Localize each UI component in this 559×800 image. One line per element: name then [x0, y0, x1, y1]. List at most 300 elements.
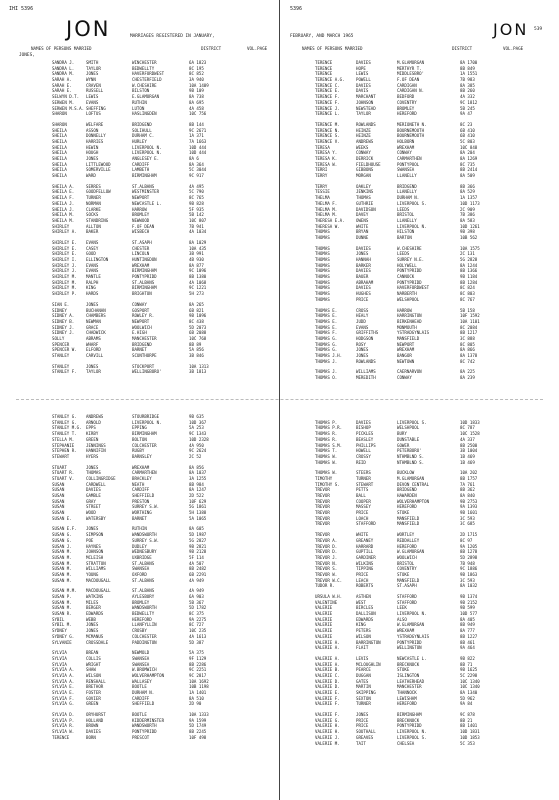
spouse-surname: COLLINGRIDGE — [86, 475, 116, 481]
vol-page: 2D 1715 — [460, 532, 478, 538]
vol-page: 8A 1247 — [189, 487, 207, 493]
spouse-surname: NEWMAN — [86, 318, 101, 324]
district: NEATH — [132, 481, 145, 487]
vol-page: 7A 761 — [460, 481, 475, 487]
vol-page: 8A 510 — [189, 695, 204, 701]
spouse-surname: CHAMBERS — [86, 313, 106, 319]
district: MANCHESTER — [397, 684, 422, 690]
vol-page: 5F 935 — [189, 206, 204, 212]
spouse-surname: MARCHANT — [356, 94, 376, 100]
vol-page: 8A 265 — [189, 301, 204, 307]
spouse-surname: COLLIS — [86, 655, 101, 661]
given-name: TERESA Y. — [315, 150, 338, 156]
vol-page: 6B 2291 — [189, 571, 207, 577]
vol-page: 10A 1575 — [460, 245, 480, 251]
given-name: SPENCER W. — [52, 347, 77, 353]
spouse-surname: MCLEISH — [86, 554, 104, 560]
spouse-surname: JONES — [86, 301, 99, 307]
district: CANNOCK — [397, 274, 415, 280]
district: MANSFIELD — [397, 335, 420, 341]
spouse-surname: THOMAS — [86, 470, 101, 476]
given-name: SYLVIA E. — [52, 690, 75, 695]
vol-page: 5C 3044 — [189, 167, 207, 173]
right-entries — [290, 60, 545, 751]
vol-page: 4A 458 — [189, 105, 204, 111]
district: NARBERTH — [397, 291, 417, 297]
spouse-surname: TURNER — [356, 475, 371, 481]
vol-page: 10C 235 — [189, 628, 207, 634]
given-name: THOMAS R. — [315, 436, 338, 442]
left-entries — [27, 60, 277, 746]
vol-page: 3B 1813 — [189, 369, 207, 375]
given-name: THOMAS — [315, 245, 330, 251]
spouse-surname: GIBBONS — [356, 167, 374, 173]
spouse-surname: JONES — [86, 464, 99, 470]
spouse-surname: CROSSY — [356, 453, 371, 459]
spouse-surname: HANNAH — [356, 257, 371, 262]
vol-page: 10D 444 — [189, 150, 207, 156]
vol-page: 9B 109 — [189, 88, 204, 94]
district: BRISTOL — [397, 560, 415, 566]
given-name: SUSAN M. — [52, 599, 72, 605]
spouse-surname: REID — [356, 459, 366, 465]
given-name: STANLEY — [52, 363, 70, 369]
vol-page: 5A 253 — [189, 425, 204, 431]
vol-page: 4A 332 — [460, 94, 475, 100]
district: SURREY S.W. — [132, 504, 160, 510]
given-name: TREVOR W.C. — [315, 577, 343, 583]
given-name: SUSAN M. — [52, 566, 72, 572]
vol-page: 8C 735 — [460, 161, 475, 167]
spouse-surname: MACDOUGALL — [86, 588, 111, 594]
district: YSTRADGYNLAIS — [397, 330, 430, 336]
spouse-surname: GREEN — [86, 436, 99, 442]
given-name: STANLEY G. — [52, 414, 77, 420]
given-name: SHEILA — [52, 161, 67, 167]
given-name: SHEILA J. — [52, 206, 75, 212]
spouse-surname: EVANS — [86, 268, 99, 274]
vol-page: 9C 2671 — [189, 127, 207, 133]
district: LIVERPOOL S. — [397, 734, 427, 740]
entry-row — [27, 369, 277, 375]
given-name: SANDRA J. — [52, 60, 75, 65]
district: CARMARTHEN — [132, 470, 157, 476]
entry-row — [27, 735, 277, 741]
district: STOKE — [397, 571, 410, 577]
vol-page: 1B 469 — [460, 453, 475, 459]
district: NEWPORT — [132, 195, 150, 201]
spouse-surname: JENNINGS — [86, 442, 106, 448]
spouse-surname: GREEN — [86, 701, 99, 707]
spouse-surname: HANNIFIN — [86, 448, 106, 454]
vol-page: 10A 1333 — [189, 712, 209, 718]
spouse-surname: BALL — [356, 493, 366, 498]
spouse-surname: DONNELLY — [86, 133, 106, 139]
given-name: SYLVIA E. — [52, 684, 75, 690]
vol-page: 5A 1065 — [189, 515, 207, 521]
given-name: THOMAS E. — [315, 307, 338, 313]
given-name: TERRI — [315, 167, 328, 173]
right-surname-heading: JON — [493, 20, 529, 39]
vol-page: 5C 2298 — [460, 672, 478, 678]
district: STOURBRIDGE — [132, 414, 160, 420]
spouse-surname: GRIFFITHS — [356, 330, 379, 336]
given-name: VALERIE D. — [315, 684, 340, 690]
vol-page: 8A 204 — [460, 150, 475, 156]
district: BEDFORD — [397, 94, 415, 100]
spouse-surname: JOHNSON — [86, 549, 104, 555]
given-name: SHIRLEY M. — [52, 285, 77, 291]
given-name: TREVOR N. — [315, 560, 338, 566]
spouse-surname: JONES — [356, 712, 369, 718]
spouse-surname: TAYLOR — [356, 111, 371, 117]
vol-page: 3C 593 — [460, 577, 475, 583]
given-name: SARAH E. — [52, 88, 72, 94]
right-page-code: 5396 — [290, 6, 303, 12]
given-name: VALERIE — [315, 605, 333, 611]
district: HARROW — [132, 206, 147, 212]
given-name: SHEILA — [52, 133, 67, 139]
district: COVENTRY — [397, 99, 417, 105]
vol-page: 10A 1313 — [189, 363, 209, 369]
spouse-surname: CARDWELL — [86, 481, 106, 487]
given-name: SYLVIA D. — [52, 712, 75, 718]
spouse-surname: SEXTON — [356, 695, 371, 701]
spouse-surname: WHITE — [356, 532, 369, 538]
vol-page: 10A 1101 — [460, 318, 480, 324]
given-name: SUSAN M. — [52, 605, 72, 611]
vol-page: 10F 498 — [189, 734, 207, 740]
given-name: SUSAN P. — [52, 594, 72, 599]
spouse-surname: PRICE — [356, 717, 369, 723]
spouse-surname: WARD — [86, 173, 96, 179]
given-name: THOMAS — [315, 279, 330, 285]
vol-page: 5D 962 — [460, 695, 475, 701]
district: PONTYPOOL — [397, 161, 420, 167]
spouse-surname: ELLINGTON — [86, 257, 109, 262]
given-name: TERENCE L. — [315, 111, 340, 117]
given-name: THOMAS G. — [315, 341, 338, 347]
district: LIVERPOOL N. — [132, 419, 162, 425]
given-name: VALERIE — [315, 611, 333, 617]
vol-page: 8C 727 — [189, 622, 204, 628]
vol-page: 9B 828 — [189, 200, 204, 206]
district: ST.ALBANS — [132, 560, 155, 566]
given-name: SYLVIA — [52, 650, 67, 656]
spouse-surname: FIELDHOUSE — [356, 161, 381, 167]
given-name: SUSAN — [52, 498, 65, 504]
spouse-surname: GAMBLE — [86, 493, 101, 498]
vol-page: 5H 273 — [189, 291, 204, 297]
given-name: THOMAS J. — [315, 358, 338, 364]
vol-page: 6B 410 — [460, 127, 475, 133]
vol-page: 8A 840 — [460, 493, 475, 498]
vol-page: 4A 950 — [189, 442, 204, 448]
spouse-surname: PRICE — [356, 723, 369, 729]
vol-page: 10C 1340 — [460, 678, 480, 684]
district: DUDLEY — [132, 543, 147, 549]
district: REDDALLEY — [397, 537, 420, 543]
vol-page: 5D 2898 — [460, 554, 478, 560]
vol-page: 9B 1863 — [460, 571, 478, 577]
vol-page: 8A 529 — [460, 189, 475, 195]
vol-page: 3B 1004 — [460, 448, 478, 454]
district: CONWAY — [397, 375, 412, 381]
given-name: TREVOR — [315, 504, 330, 510]
spouse-surname: HOLLAND — [86, 717, 104, 723]
district: LEEDS — [397, 206, 410, 212]
given-name: SUSAN — [52, 510, 65, 516]
vol-page: 8A 239 — [460, 375, 475, 381]
spouse-surname: WELFARE — [86, 121, 104, 127]
vol-page: 5G 1861 — [189, 504, 207, 510]
district: SURREY N.E. — [397, 257, 425, 262]
district: M.GLAMORGAN — [397, 60, 425, 65]
vol-page: 4B 930 — [189, 257, 204, 262]
given-name: STEPHEN R. — [52, 448, 77, 454]
vol-page: 5B 142 — [189, 212, 204, 218]
given-name: THOMAS — [315, 234, 330, 240]
vol-page: 8A 405 — [460, 616, 475, 622]
spouse-surname: TURNER — [86, 195, 101, 201]
spouse-surname: BISHOP — [356, 425, 371, 431]
district: STOKE — [397, 510, 410, 516]
given-name: VALERIE A. — [315, 639, 340, 645]
spouse-surname: CONWAY — [356, 150, 371, 156]
given-name: SOLLY — [52, 335, 65, 341]
vol-page: 5C 803 — [460, 138, 475, 144]
spouse-surname: NORMAN — [86, 200, 101, 206]
vol-page: 8B 366 — [460, 183, 475, 189]
spouse-surname: BORN — [86, 734, 96, 740]
vol-page: 8A 877 — [189, 262, 204, 268]
spouse-surname: RUSSELL — [86, 88, 104, 94]
entry-row — [27, 173, 277, 179]
given-name: THOMAS P. — [315, 419, 338, 425]
spouse-surname: BRETHOR — [86, 684, 104, 690]
given-name: VALERIE — [315, 628, 333, 634]
vol-page: 9C 1221 — [189, 285, 207, 291]
spouse-surname: ORYHURST — [86, 712, 106, 718]
district: MONMOUTH — [397, 324, 417, 330]
spouse-surname: EVANS — [86, 262, 99, 268]
given-name: TERENCE — [315, 71, 333, 77]
district: WANDSWORTH — [132, 723, 157, 729]
given-name: THOMAS — [315, 268, 330, 274]
given-name: SERWEN M.S.A. — [52, 105, 85, 111]
spouse-surname: JOHNSON — [356, 99, 374, 105]
vol-page: 10A 1409 — [189, 82, 209, 88]
given-name: TERENCE E. — [315, 88, 340, 94]
district: LEWISHAM — [397, 695, 417, 701]
vol-page: 5B 245 — [460, 105, 475, 111]
district: NEWCASTLE L. — [132, 200, 162, 206]
given-name: SHARON — [52, 111, 67, 117]
district: BIRMINGHAM — [132, 285, 157, 291]
given-name: VALERIE M. — [315, 740, 340, 746]
vol-page: 9B 398 — [460, 229, 475, 235]
vol-page: 8B 362 — [460, 487, 475, 493]
spouse-surname: CRAVEN — [86, 82, 101, 88]
entry-row — [290, 375, 545, 381]
district: CAERNARVON — [397, 369, 422, 375]
spouse-surname: DAVIES — [356, 245, 371, 251]
volpage-header: VOL.PAGE — [503, 46, 524, 51]
district: BRACKLEY — [132, 475, 152, 481]
spouse-surname: HARRIES — [86, 138, 104, 144]
vol-page: 8A 1032 — [460, 583, 478, 589]
vol-page: 6B 821 — [189, 307, 204, 313]
district: BRIGHTON — [132, 291, 152, 297]
entry-row — [290, 297, 545, 303]
entry-row — [290, 701, 545, 707]
vol-page: 9B 822 — [460, 655, 475, 661]
spouse-surname: DUGGAN — [356, 672, 371, 678]
given-name: URSULA W.H. — [315, 594, 343, 599]
spouse-surname: DAVIES — [356, 285, 371, 291]
given-name: TERENCE V. — [315, 138, 340, 144]
given-name: SHIRLEY E. — [52, 251, 77, 257]
spouse-surname: BIRCLES — [356, 605, 374, 611]
spouse-surname: PRICE — [356, 571, 369, 577]
spouse-surname: FLAIT — [356, 645, 369, 651]
given-name: THOMAS — [315, 251, 330, 257]
given-name: SUSAN — [52, 493, 65, 498]
spouse-surname: DAVIES — [356, 268, 371, 274]
spouse-surname: DUNNE — [356, 234, 369, 240]
given-name: VALERIE — [315, 622, 333, 628]
vol-page: 9A 1205 — [460, 543, 478, 549]
entry-row — [290, 173, 545, 179]
vol-page: 1A 1551 — [460, 71, 478, 77]
vol-page: 9C 1812 — [460, 99, 478, 105]
district: WREXHAM — [397, 347, 415, 353]
vol-page: 8C 803 — [460, 291, 475, 297]
given-name: SHEILA — [52, 127, 67, 133]
given-name: VALERIE H. — [315, 729, 340, 735]
spouse-surname: DAVIES — [86, 487, 101, 493]
given-name: TREVOR — [315, 515, 330, 521]
spouse-surname: SHAW — [86, 667, 96, 673]
given-name: THOMAS S.M. — [315, 442, 343, 448]
vol-page: 9B 2128 — [189, 549, 207, 555]
vol-page: 8A 605 — [189, 526, 204, 532]
district: NEWPORT — [132, 318, 150, 324]
vol-page: 8C 375 — [189, 611, 204, 617]
given-name: THOMAS — [315, 274, 330, 280]
district: BRISTOL — [397, 212, 415, 218]
given-name: SHEILA F. — [52, 195, 75, 201]
district: SWANSEA — [132, 661, 150, 667]
spouse-surname: HODGSON — [356, 335, 374, 341]
given-name: SYLVIA R. — [52, 723, 75, 729]
vol-page: 5B 367 — [189, 599, 204, 605]
district: STOCKPORT — [132, 363, 155, 369]
vol-page: 5D 1782 — [189, 605, 207, 611]
given-name: SUSAN — [52, 487, 65, 493]
spouse-surname: PICKLES — [356, 431, 374, 437]
spouse-surname: MEREDITH — [356, 375, 376, 381]
vol-page: 1A 1357 — [460, 195, 478, 201]
vol-page: 8C 805 — [460, 341, 475, 347]
vol-page: 4A 337 — [460, 436, 475, 442]
spouse-surname: SKIPPING — [356, 690, 376, 695]
spouse-surname: ROBERTS — [356, 583, 374, 589]
given-name: TERENCE — [315, 60, 333, 65]
given-name: VALERIE D. — [315, 678, 340, 684]
given-name: SHIRLEY I. — [52, 257, 77, 262]
vol-page: 2C 909 — [460, 206, 475, 212]
vol-page: 1A 371 — [189, 133, 204, 139]
vol-page: 8C 97 — [460, 537, 473, 543]
given-name: TREVOR A. — [315, 537, 338, 543]
entry-row — [290, 583, 545, 589]
spouse-surname: DAVIES — [356, 419, 371, 425]
vol-page: 2C 131 — [460, 251, 475, 257]
district: WREXHAM — [132, 262, 150, 268]
spouse-surname: JONES — [86, 628, 99, 634]
district: BOURNEMOUTH — [397, 127, 425, 133]
spouse-surname: JONES — [356, 347, 369, 353]
vol-page: 10D 367 — [189, 419, 207, 425]
spouse-surname: GOVIER — [86, 695, 101, 701]
district: CONWAY — [132, 301, 147, 307]
entry-row — [290, 521, 545, 527]
given-name: SUSAN J. — [52, 543, 72, 549]
given-name: SHEILA — [52, 144, 67, 150]
district: MANSFIELD — [397, 521, 420, 527]
given-name: STANLEY M.G. — [52, 425, 82, 431]
given-name: SIDNEY J. — [52, 324, 75, 330]
spouse-surname: HOUGH — [86, 150, 99, 156]
district: W.BROMWICH — [132, 667, 157, 673]
spouse-surname: WEEKS — [356, 144, 369, 150]
spouse-surname: MANTLE — [86, 274, 101, 280]
district: LLANFYLLIN — [132, 622, 157, 628]
district: BIRMINGHAM — [132, 173, 157, 179]
spouse-surname: GUPTILL — [356, 549, 374, 555]
vol-page: 8B 1380 — [189, 274, 207, 280]
spouse-surname: OWENS — [356, 217, 369, 223]
vol-page: 7B 948 — [460, 560, 475, 566]
vol-page: 7B 386 — [460, 212, 475, 218]
district: W.CHESHIRE — [132, 82, 157, 88]
district: STAFFORD — [397, 594, 417, 599]
vol-page: 6B 410 — [460, 133, 475, 139]
district: WOOLWICH — [397, 554, 417, 560]
spouse-surname: SHEFFING — [86, 105, 106, 111]
left-surname-heading: JON — [66, 17, 111, 41]
district: LIVERPOOL S. — [397, 200, 427, 206]
district: LINCOLN — [132, 251, 150, 257]
district: LIVERPOOL N. — [397, 611, 427, 617]
district: LLANELLY — [397, 173, 417, 179]
spouse-surname: RALPH — [86, 279, 99, 285]
district: MANSFIELD — [397, 577, 420, 583]
vol-page: 9B 635 — [189, 414, 204, 420]
spouse-surname: LEVIS — [356, 655, 369, 661]
given-name: VALERIE F. — [315, 712, 340, 718]
given-name: THELMA — [315, 195, 330, 201]
spouse-surname: EVANS — [86, 99, 99, 105]
vol-page: 7B 941 — [189, 223, 204, 229]
spouse-surname: CHADWICK — [86, 330, 106, 336]
district-header: DISTRICT — [201, 46, 222, 51]
district: STOKE — [397, 667, 410, 673]
vol-page: 8B 71 — [460, 661, 473, 667]
vol-page: 8B 461 — [460, 639, 475, 645]
district: ISLINGTON — [397, 672, 420, 678]
